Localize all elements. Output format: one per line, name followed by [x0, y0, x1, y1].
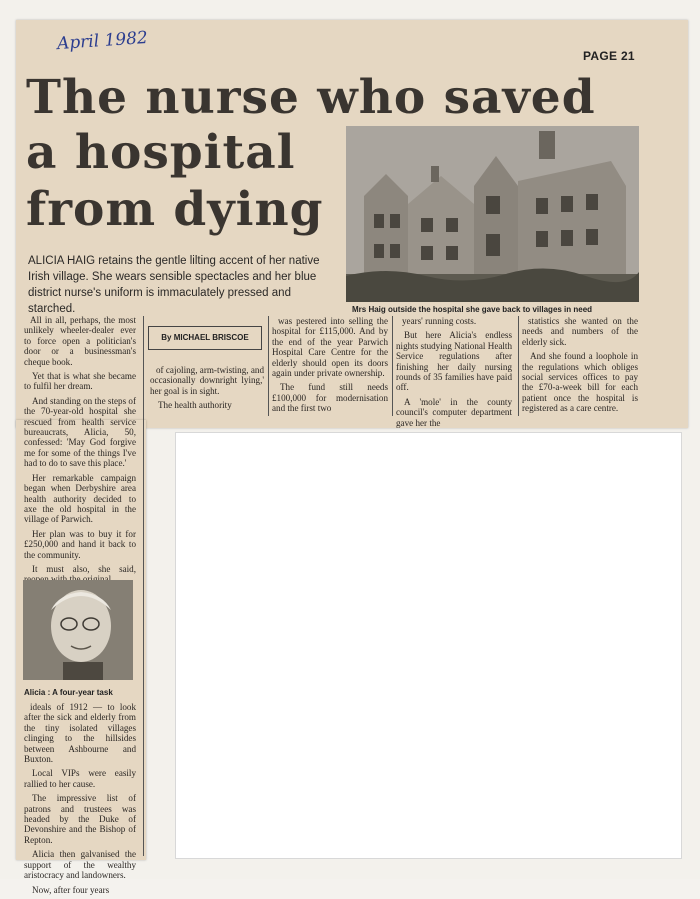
paragraph: Yet that is what she became to fulfil her dream.: [24, 371, 136, 392]
portrait-caption: Alicia : A four-year task: [24, 688, 113, 697]
hospital-photo: [346, 126, 639, 302]
headline-line-1: The nurse who saved: [26, 70, 596, 125]
paragraph: It must also, she said,: [32, 563, 136, 574]
paragraph: statistics she wanted on the needs and numbers of the elderly sick.: [522, 316, 638, 347]
paragraph: A 'mole' in the county council's computer department gave her the: [396, 396, 512, 428]
article-column-1: [24, 315, 136, 589]
paragraph: Local VIPs were easily rallied to her cause.: [24, 768, 136, 789]
headline-line-2: a hospital: [26, 125, 296, 180]
hospital-building-image: [346, 126, 639, 302]
paragraph: years' running costs.: [402, 316, 477, 326]
article-column-1-continued: [24, 702, 136, 899]
photo-caption: Mrs Haig outside the hospital she gave back to villages in need: [352, 305, 593, 314]
page-number: PAGE 21: [583, 49, 635, 63]
paragraph: of cajoling, arm-twisting, and occasionally downright lying,' her goal is in sight.: [150, 365, 264, 396]
column-rule: [392, 316, 393, 416]
column-rule: [143, 316, 144, 856]
paragraph: Now, after four years: [32, 884, 110, 895]
handwritten-date: April 1982: [56, 27, 149, 55]
portrait-image: [23, 580, 133, 680]
paragraph: But here Alicia's endless nights studying National Health Service regulations after finishing her daily nursing rounds of 35 families have paid off.: [396, 330, 512, 393]
paragraph: Her plan was to buy it for £250,000 and hand it back to the community.: [24, 528, 136, 560]
paragraph: was pestered into selling the hospital for £115,000. And by the end of the year Parwich Hospital Care Centre for the elderly should open its doors again under private ownership.: [272, 316, 388, 379]
paragraph: And standing on the steps of the 70-year-old hospital she rescued from health service bureaucrats, Alicia, 50, confessed: 'May God forgive me for some of the things I've had to do to save this place.': [24, 395, 136, 469]
paragraph: The health authority: [158, 400, 232, 411]
article-column-5: [522, 316, 638, 418]
paragraph: Alicia then galvanised the support of the wealthy aristocracy and landowners.: [24, 849, 136, 881]
headline-line-3: from dying: [26, 182, 324, 237]
paragraph: The impressive list of patrons and trustees was headed by the Duke of Devonshire and the Bishop of Repton.: [24, 793, 136, 845]
intro-paragraph: ALICIA HAIG retains the gentle lilting accent of her native Irish village. She wears sensible spectacles and her blue district nurse's uniform is immaculately pressed and starched.: [28, 255, 320, 315]
paragraph: All in all, perhaps, the most unlikely wheeler-dealer ever to force open a politician's door or a businessman's cheque book.: [24, 315, 136, 367]
paragraph: Her remarkable campaign began when Derbyshire area health authority decided to axe the old hospital in the village of Parwich.: [24, 472, 136, 525]
byline: By MICHAEL BRISCOE: [148, 326, 262, 350]
portrait-photo: [23, 580, 133, 680]
paragraph: The fund still needs £100,000 for modernisation and the first two: [272, 382, 388, 414]
column-rule: [518, 316, 519, 416]
paragraph: ideals of 1912 — to look after the sick and elderly from the tiny isolated villages clinging to the hillsides between Ashbourne and Buxton.: [24, 702, 136, 765]
paragraph: And she found a loophole in the regulations which obliges social services offices to pay the £70-a-week bill for each patient once the hospital is registered as a care centre.: [522, 351, 638, 414]
article-column-4: [396, 316, 512, 432]
column-rule: [268, 316, 269, 416]
article-column-2: [150, 365, 264, 415]
blank-paper-sheet: [175, 432, 682, 859]
article-column-3: [272, 316, 388, 418]
